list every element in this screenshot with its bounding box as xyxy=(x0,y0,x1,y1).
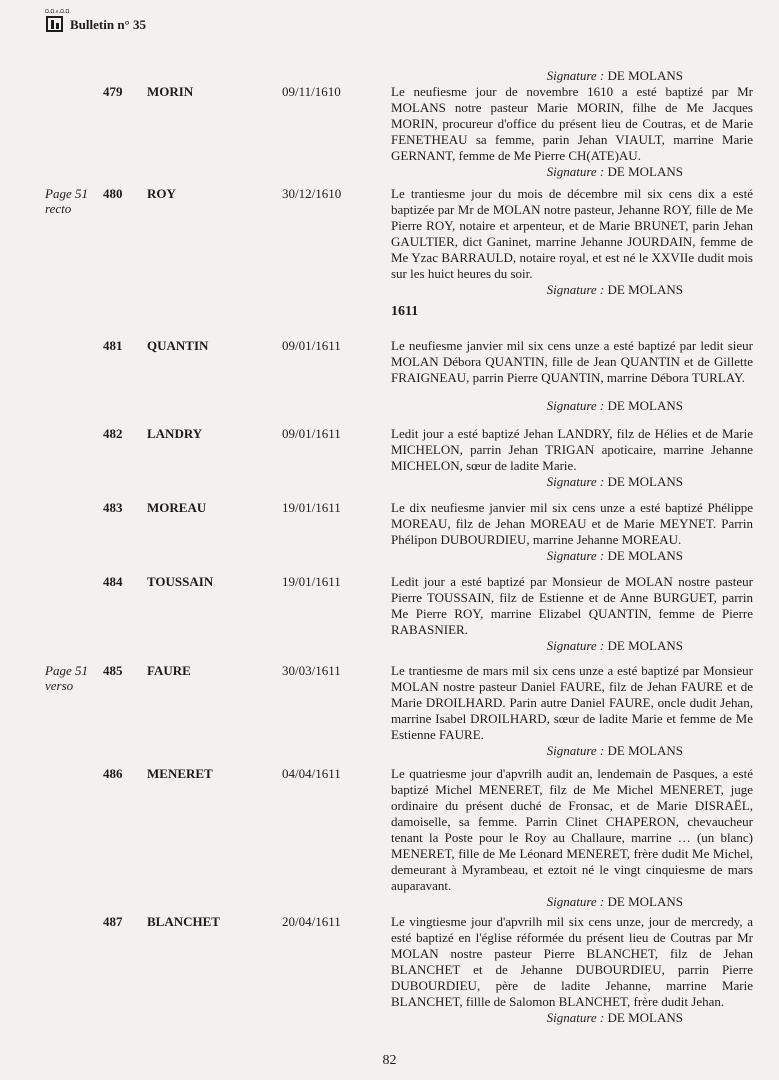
entry-surname: LANDRY xyxy=(147,426,203,441)
entry-number: 485 xyxy=(103,663,123,678)
entry-text-block xyxy=(391,338,753,414)
entry-number: 480 xyxy=(103,186,123,201)
entry-signature: Signature : DE MOLANS xyxy=(546,164,683,179)
entry-text: Ledit jour a esté baptizé Jehan LANDRY, filz de Hélies et de Marie MICHELON, parrin Jehan TRIGAN apoticaire, marrine Jehanne MICHELON, sœur de ladite Marie. xyxy=(391,426,753,473)
entry-text: Ledit jour a esté baptizé par Monsieur de MOLAN nostre pasteur Pierre TOUSSAIN, filz de Estienne et de Anne BURGUET, parrin Me Pierre ROY, marrine Elizabel QUANTIN, femme de Pierre RABASNIER. xyxy=(391,574,753,637)
logo-caption: Ω.Ω.ε.Ω.Ω. xyxy=(45,9,71,15)
entry-text-block xyxy=(391,914,753,1026)
entry-date: 30/12/1610 xyxy=(282,186,342,201)
entry-signature: Signature : DE MOLANS xyxy=(546,743,683,758)
entry-surname: ROY xyxy=(147,186,176,201)
entry-text-block xyxy=(391,186,753,298)
entry-signature: Signature : DE MOLANS xyxy=(546,548,683,563)
entry-surname: BLANCHET xyxy=(147,914,220,929)
entry-text-block xyxy=(391,500,753,564)
entry-date: 09/01/1611 xyxy=(282,338,341,353)
page-ref: Page 51 verso xyxy=(45,663,88,693)
entry-text-block xyxy=(391,426,753,490)
entry-signature: Signature : DE MOLANS xyxy=(546,638,683,653)
entry-signature: Signature : DE MOLANS xyxy=(546,474,683,489)
entry-signature: Signature : DE MOLANS xyxy=(546,894,683,909)
entry-date: 09/01/1611 xyxy=(282,426,341,441)
entry-text: Le trantiesme jour du mois de décembre mil six cens dix a esté baptizée par Mr de MOLAN notre pasteur, Jehanne ROY, fille de Me Pierre ROY, notaire et arpenteur, et de Marie BRUNET, parin Jehan GAULTIER, dict Ganinet, marrine Jehanne JOURDAIN, femme de Me Yzac BARRAULD, notaire royal, et est né le XXVIIe dudit mois sur les huict heures du soir. xyxy=(391,186,753,281)
entry-number: 483 xyxy=(103,500,123,515)
entry-surname: FAURE xyxy=(147,663,191,678)
entry-text: Le quatriesme jour d'apvrilh audit an, lendemain de Pasques, a esté baptizé Michel MENERET, filz de Me Michel MENERET, juge ordinaire du présent duché de Fronsac, et de Marie DISRAËL, damoiselle, sa femme. Parrin Clinet CHAPERON, chevaucheur tenant la Poste pour le Roy au Challaure, marrine … (un blanc) MENERET, fille de Me Léonard MENERET, frère dudit Me Michel, demeurant à Myrambeau, et eztoit né le vingt cinquiesme de mars auparavant. xyxy=(391,766,753,893)
entry-date: 04/04/1611 xyxy=(282,766,341,781)
entry-text-block xyxy=(391,663,753,759)
entry-date: 19/01/1611 xyxy=(282,574,341,589)
bulletin-title: Bulletin n° 35 xyxy=(70,17,146,32)
entry-number: 481 xyxy=(103,338,123,353)
entry-date: 30/03/1611 xyxy=(282,663,341,678)
entry-surname: MOREAU xyxy=(147,500,207,515)
entry-text: Le trantiesme de mars mil six cens unze a esté baptizé par Monsieur MOLAN nostre pasteur Daniel FAURE, filz de Jehan FAURE et de Marie DROILHARD. Parin autre Daniel FAURE, oncle dudit Jehan, marrine Isabel DROILHARD, sœur de ladite Marie et femme de Me Estienne FAURE. xyxy=(391,663,753,742)
entry-number: 487 xyxy=(103,914,123,929)
entry-signature: Signature : DE MOLANS xyxy=(546,282,683,297)
entry-signature: Signature : DE MOLANS xyxy=(546,398,683,413)
entry-number: 482 xyxy=(103,426,123,441)
entry-surname: QUANTIN xyxy=(147,338,209,353)
entry-surname: TOUSSAIN xyxy=(147,574,214,589)
page-ref: Page 51 recto xyxy=(45,186,88,216)
entry-surname: MORIN xyxy=(147,84,194,99)
entry-surname: MENERET xyxy=(147,766,213,781)
signature-value: DE MOLANS xyxy=(607,68,683,83)
bulletin-header xyxy=(45,9,146,33)
entry-text-block xyxy=(391,84,753,180)
bulletin-logo-icon xyxy=(45,9,71,33)
signature-label: Signature : xyxy=(546,68,605,83)
entry-date: 09/11/1610 xyxy=(282,84,341,99)
entry-text: Le vingtiesme jour d'apvrilh mil six cens unze, jour de mercredy, a esté baptizé en l'église réformée du présent lieu de Coutras par Mr MOLAN nostre pasteur Pierre BLANCHET, filz de Jehan BLANCHET et de Jehanne DUBOURDIEU, parrin Pierre DUBOURDIEU, père de ladite Jehanne, marrine Marie BLANCHET, fillle de Salomon BLANCHET, frère dudit Jehan. xyxy=(391,914,753,1009)
entry-text: Le neufiesme janvier mil six cens unze a esté baptizé par ledit sieur MOLAN Débora QUANTIN, fille de Jean QUANTIN et de Gillette FRAIGNEAU, parrin Pierre QUANTIN, marrine Débora TURLAY. xyxy=(391,338,753,385)
entry-number: 486 xyxy=(103,766,123,781)
entry-text: Le neufiesme jour de novembre 1610 a esté baptizé par Mr MOLANS notre pasteur Marie MORIN, filhe de Me Jacques MORIN, procureur d'office du présent lieu de Coutras, et de Marie FENETHEAU sa femme, parin Jehan VIAULT, marrine Marie GERNANT, femme de Me Pierre CH(ATE)AU. xyxy=(391,84,753,163)
entry-text-block xyxy=(391,766,753,910)
entry-date: 19/01/1611 xyxy=(282,500,341,515)
page-number: 82 xyxy=(382,1053,397,1068)
entry-number: 479 xyxy=(103,84,123,99)
entry-date: 20/04/1611 xyxy=(282,914,341,929)
entry-number: 484 xyxy=(103,574,123,589)
entry-signature: Signature : DE MOLANS xyxy=(546,1010,683,1025)
year-heading: 1611 xyxy=(391,304,419,319)
entry-text-block xyxy=(391,574,753,654)
entry-text: Le dix neufiesme janvier mil six cens unze a esté baptizé Phélippe MOREAU, filz de Jehan MOREAU et de Marie MEYNET. Parrin Phélipon DUBOURDIEU, marrine Jehanne MOREAU. xyxy=(391,500,753,547)
